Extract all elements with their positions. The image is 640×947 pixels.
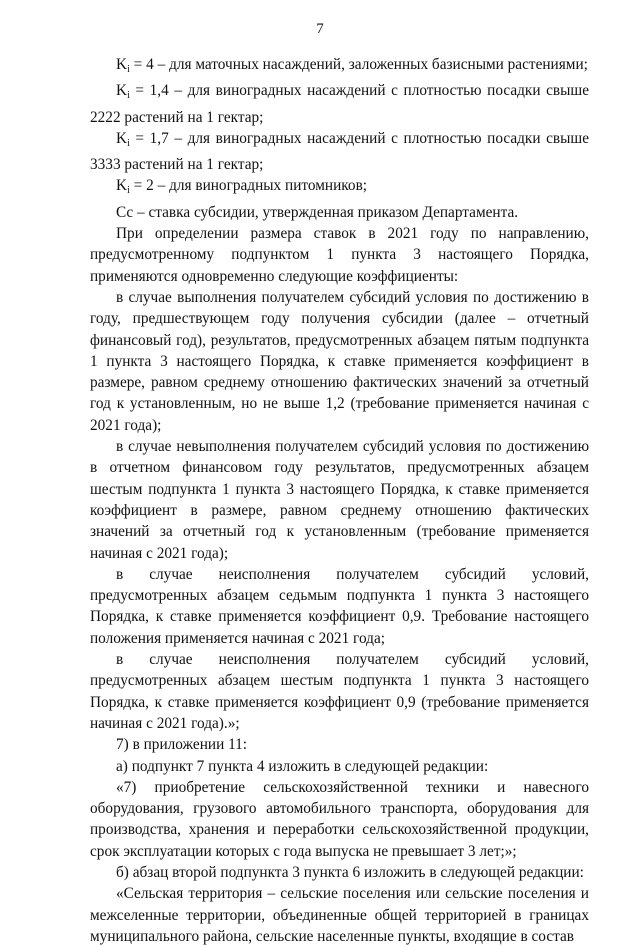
coefficient-subscript: i bbox=[127, 90, 130, 102]
coefficient-symbol: K bbox=[116, 177, 128, 195]
coefficient-subscript: i bbox=[127, 137, 130, 149]
coefficient-subscript: i bbox=[127, 64, 130, 75]
item-a: а) подпункт 7 пункта 4 изложить в следующей редакции: bbox=[116, 757, 489, 775]
coefficient-line-1 bbox=[90, 54, 589, 80]
page-number: 7 bbox=[316, 21, 324, 37]
coefficient-text: = 4 – для маточных насаждений, заложенных базисными растениями; bbox=[129, 56, 588, 73]
coefficient-text: = 2 – для виноградных питомников; bbox=[129, 177, 368, 195]
subsidy-rate-definition: Сс – ставка субсидии, утвержденная приказом Департамента. bbox=[116, 203, 519, 221]
paragraph-nonfulfillment-case: в случае невыполнения получателем субсидий условия по достижению в отчетном финансовом году результатов, предусмотренных абзацем шестым подпункта 1 пункта 3 настоящего Порядка, к ставке применяется коэффициент в размере, равном среднему отношению фактических значений за отчетный год к установленным (требование применяется начиная с 2021 года); bbox=[90, 438, 589, 562]
item-b: б) абзац второй подпункта 3 пункта 6 изложить в следующей редакции: bbox=[116, 863, 584, 881]
item-appendix-11: 7) в приложении 11: bbox=[116, 736, 248, 754]
quoted-subparagraph-7: «7) приобретение сельскохозяйственной техники и навесного оборудования, грузового автомобильного транспорта, оборудования для производства, хранения и переработки сельскохозяйственной продукции, срок эксплуатации которых с года выпуска не превышает 3 лет;»; bbox=[90, 778, 589, 860]
quoted-rural-territory-definition: «Сельская территория – сельские поселения или сельские поселения и межселенные территории, объединенные общей территорией в границах муниципального района, сельские населенные пункты, входящие в состав bbox=[90, 885, 589, 945]
document-body bbox=[90, 54, 589, 947]
coefficient-symbol: K bbox=[116, 129, 128, 147]
paragraph-sixth-paragraph-case: в случае неисполнения получателем субсидий условий, предусмотренных абзацем шестым подпункта 1 пункта 3 настоящего Порядка, к ставке применяется коэффициент 0,9 (требование применяется начиная с 2021 года).»; bbox=[90, 651, 589, 732]
coefficient-subscript: i bbox=[127, 185, 130, 197]
coefficient-line-3 bbox=[90, 128, 589, 176]
paragraph-fulfillment-case: в случае выполнения получателем субсидий условия по достижению в году, предшествующем году получения субсидии (далее – отчетный финансовый год), результатов, предусмотренных абзацем пятым подпункта 1 пункта 3 настоящего Порядка, к ставке применяется коэффициент в размере, равном среднему отношению фактических значений за отчетный год к установленным, но не выше 1,2 (требование применяется начиная с 2021 года); bbox=[90, 288, 589, 434]
coefficient-line-2 bbox=[90, 80, 589, 128]
coefficient-symbol: K bbox=[116, 56, 128, 73]
coefficient-line-4 bbox=[90, 175, 589, 201]
paragraph-coefficients-intro: При определении размера ставок в 2021 году по направлению, предусмотренному подпунктом 1 пункта 3 настоящего Порядка, применяются одновременно следующие коэффициенты: bbox=[90, 225, 589, 285]
coefficient-text: = 1,4 – для виноградных насаждений с плотностью посадки свыше 2222 растений на 1 гектар; bbox=[90, 82, 589, 126]
coefficient-symbol: K bbox=[116, 82, 128, 100]
paragraph-seventh-paragraph-case: в случае неисполнения получателем субсидий условий, предусмотренных абзацем седьмым подпункта 1 пункта 3 настоящего Порядка, к ставке применяется коэффициент 0,9. Требование настоящего положения применяется начиная с 2021 года; bbox=[90, 565, 589, 647]
coefficient-text: = 1,7 – для виноградных насаждений с плотностью посадки свыше 3333 растений на 1 гектар; bbox=[90, 129, 589, 174]
